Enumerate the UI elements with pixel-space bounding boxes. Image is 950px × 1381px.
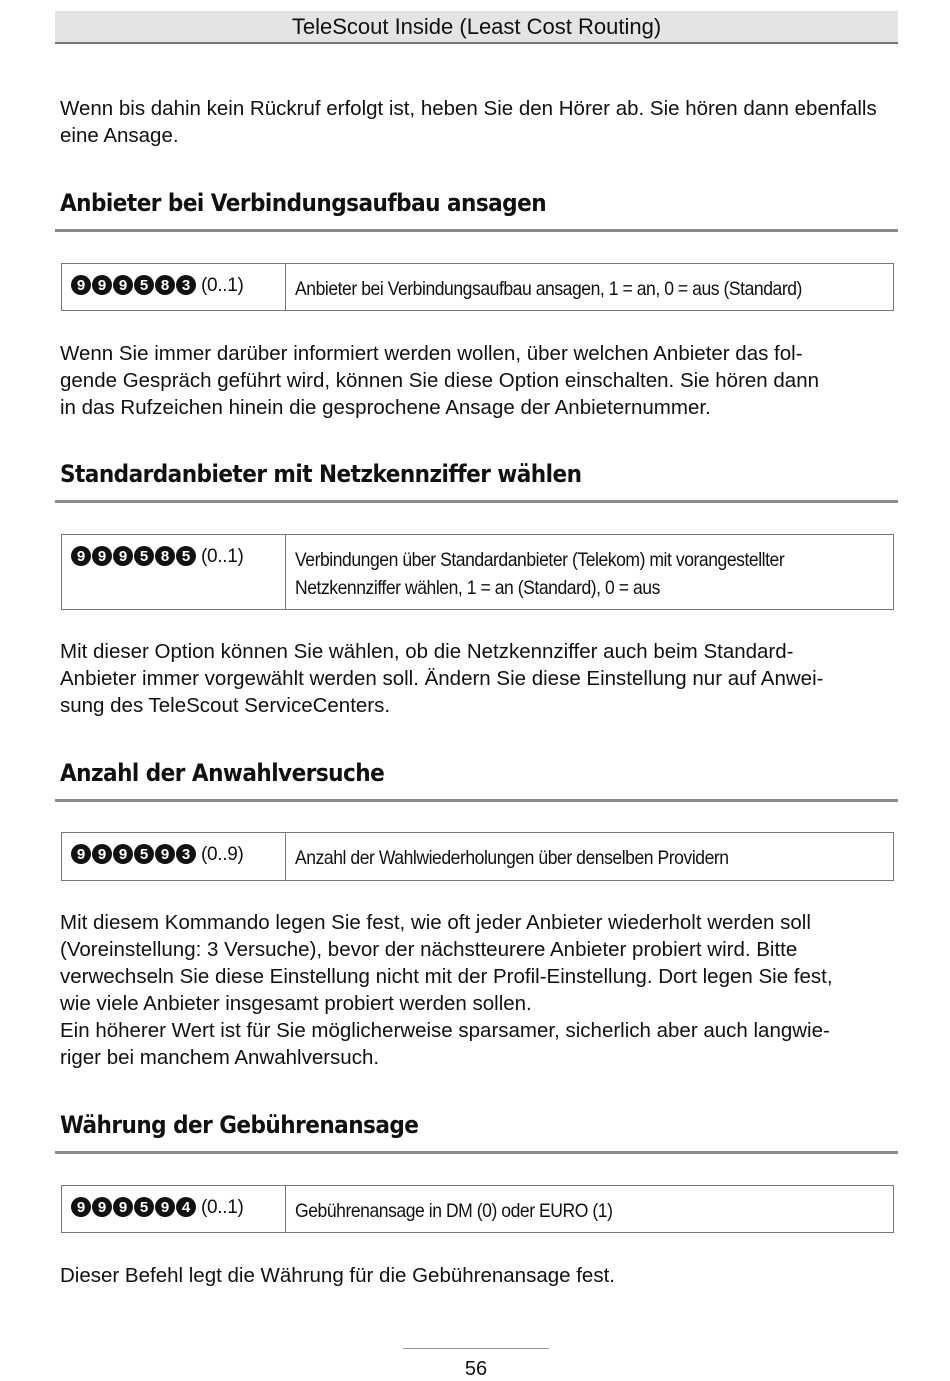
value-range: (0..1): [201, 1197, 244, 1218]
value-range: (0..1): [201, 275, 244, 296]
description-line: Gebührenansage in DM (0) oder EURO (1): [295, 1200, 613, 1222]
section-heading: Anzahl der Anwahlversuche: [60, 759, 385, 787]
body-line: riger bei manchem Anwahlversuch.: [60, 1046, 380, 1069]
body-line: sung des TeleScout ServiceCenters.: [60, 694, 391, 717]
command-box: [61, 534, 894, 610]
code-digit: 9: [71, 275, 91, 295]
code-digit: 9: [113, 546, 133, 566]
code-digit: 9: [92, 844, 112, 864]
command-description: [286, 833, 893, 880]
intro-paragraph: Wenn bis dahin kein Rückruf erfolgt ist, heben Sie den Hörer ab. Sie hören dann ebenfalls eine Ansage.: [60, 97, 877, 147]
section-divider: [55, 229, 898, 232]
description-line: Anbieter bei Verbindungsaufbau ansagen, 1 = an, 0 = aus (Standard): [295, 278, 802, 300]
code-digits: [71, 275, 196, 295]
header-title: TeleScout Inside (Least Cost Routing): [291, 13, 662, 39]
command-description: [286, 535, 893, 609]
body-line: Wenn Sie immer darüber informiert werden wollen, über welchen Anbieter das fol-: [60, 342, 803, 365]
footer-divider: [403, 1348, 549, 1349]
command-box: [61, 832, 894, 881]
code-digit: 9: [71, 844, 91, 864]
section-divider: [55, 799, 898, 802]
code-digits: [71, 546, 196, 566]
code-digit: 9: [113, 275, 133, 295]
description-line: Anzahl der Wahlwiederholungen über denselben Providern: [295, 847, 729, 869]
page-number: 56: [464, 1358, 488, 1380]
command-box: [61, 1185, 894, 1233]
section-heading: Währung der Gebührenansage: [60, 1111, 419, 1139]
code-digit: 9: [113, 844, 133, 864]
body-line: Ein höherer Wert ist für Sie möglicherweise sparsamer, sicherlich aber auch langwie-: [60, 1019, 830, 1042]
command-description: [286, 264, 893, 310]
code-digit: 8: [155, 275, 175, 295]
code-digit: 9: [113, 1197, 133, 1217]
body-line: in das Rufzeichen hinein die gesprochene Ansage der Anbieternummer.: [60, 396, 711, 419]
code-digits: [71, 1197, 196, 1217]
body-line: Dieser Befehl legt die Währung für die Gebührenansage fest.: [60, 1264, 615, 1287]
section-heading: Anbieter bei Verbindungsaufbau ansagen: [60, 189, 547, 217]
code-digit: 5: [134, 546, 154, 566]
description-line: Netzkennziffer wählen, 1 = an (Standard), 0 = aus: [295, 577, 660, 599]
command-code: [62, 264, 286, 310]
code-digits: [71, 844, 196, 864]
code-digit: 4: [176, 1197, 196, 1217]
code-digit: 5: [134, 1197, 154, 1217]
body-line: gende Gespräch geführt wird, können Sie diese Option einschalten. Sie hören dann: [60, 369, 820, 392]
code-digit: 9: [92, 1197, 112, 1217]
code-digit: 3: [176, 275, 196, 295]
code-digit: 9: [71, 1197, 91, 1217]
section-heading: Standardanbieter mit Netzkennziffer wählen: [60, 460, 582, 488]
command-box: [61, 263, 894, 311]
body-line: wie viele Anbieter insgesamt probiert werden sollen.: [60, 992, 532, 1015]
code-digit: 5: [134, 275, 154, 295]
code-digit: 9: [155, 1197, 175, 1217]
page-header: [55, 11, 898, 44]
section-divider: [55, 500, 898, 503]
code-digit: 5: [134, 844, 154, 864]
section-body: [60, 1262, 900, 1289]
code-digit: 8: [155, 546, 175, 566]
section-divider: [55, 1151, 898, 1154]
code-digit: 3: [176, 844, 196, 864]
body-line: Anbieter immer vorgewählt werden soll. Ändern Sie diese Einstellung nur auf Anwei-: [60, 667, 824, 690]
value-range: (0..9): [201, 844, 244, 865]
code-digit: 9: [71, 546, 91, 566]
code-digit: 5: [176, 546, 196, 566]
code-digit: 9: [92, 275, 112, 295]
body-line: verwechseln Sie diese Einstellung nicht mit der Profil-Einstellung. Dort legen Sie fest,: [60, 965, 833, 988]
command-description: [286, 1186, 893, 1232]
body-line: Mit diesem Kommando legen Sie fest, wie oft jeder Anbieter wiederholt werden soll: [60, 911, 811, 934]
section-body: [60, 340, 900, 421]
section-body: [60, 909, 900, 1071]
code-digit: 9: [155, 844, 175, 864]
command-code: [62, 833, 286, 880]
code-digit: 9: [92, 546, 112, 566]
body-line: Mit dieser Option können Sie wählen, ob die Netzkennziffer auch beim Standard-: [60, 640, 794, 663]
value-range: (0..1): [201, 546, 244, 567]
description-line: Verbindungen über Standardanbieter (Telekom) mit vorangestellter: [295, 549, 785, 571]
section-body: [60, 638, 900, 719]
body-line: (Voreinstellung: 3 Versuche), bevor der nächstteurere Anbieter probiert wird. Bitte: [60, 938, 798, 961]
command-code: [62, 535, 286, 609]
command-code: [62, 1186, 286, 1232]
